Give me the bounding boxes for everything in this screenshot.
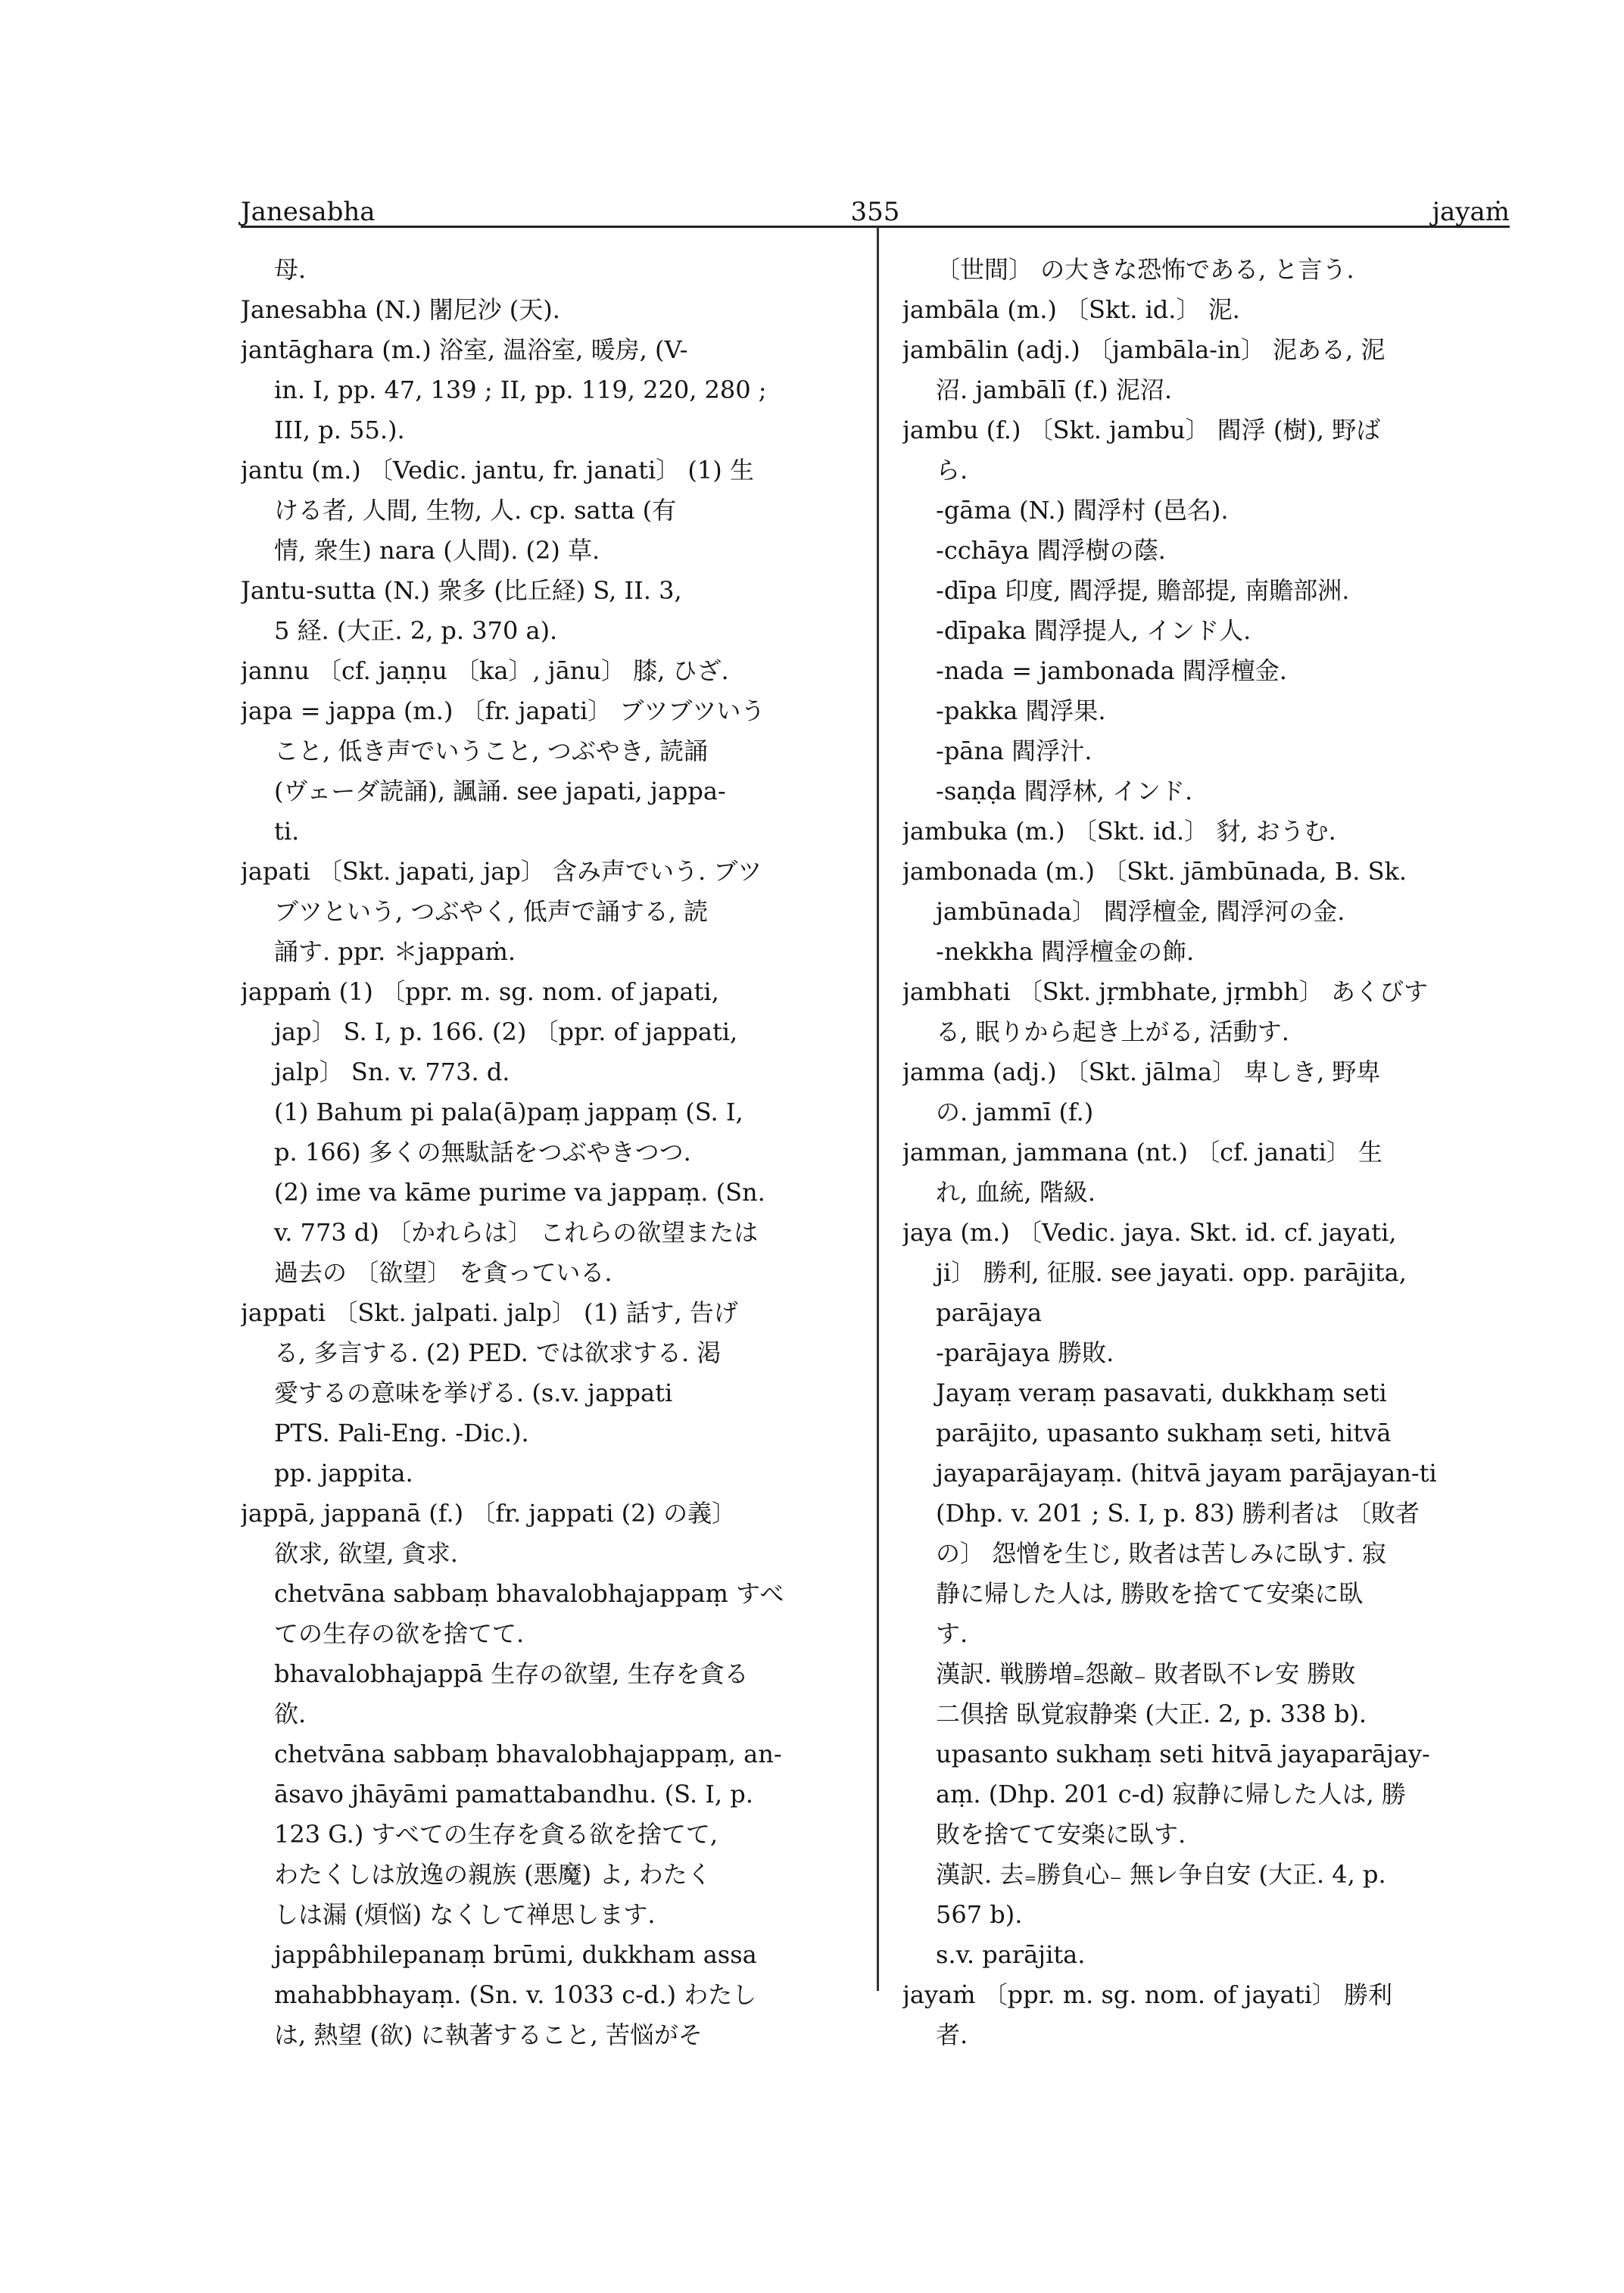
entry-line: る, 多言する. (2) PED. では欲求する. 渇 bbox=[274, 1338, 722, 1367]
entry-line: jamman, jammana (nt.) 〔cf. janati〕 生 bbox=[902, 1138, 1383, 1167]
entry-line: -dīpa 印度, 閻浮提, 贍部提, 南贍部洲. bbox=[936, 576, 1350, 605]
entry-line: 愛するの意味を挙げる. (s.v. jappati bbox=[274, 1379, 673, 1407]
entry-line: japati 〔Skt. japati, jap〕 含み声でいう. ブツ bbox=[241, 857, 762, 886]
entry-line: v. 773 d) 〔かれらは〕 これらの欲望または bbox=[274, 1218, 759, 1247]
entry-line: -pāna 閻浮汁. bbox=[936, 737, 1093, 765]
entry-line: -pakka 閻浮果. bbox=[936, 696, 1106, 725]
entry-line: III, p. 55.). bbox=[274, 416, 405, 444]
entry-line: jambālin (adj.) 〔jambāla-in〕 泥ある, 泥 bbox=[902, 335, 1386, 364]
entry-line: aṃ. (Dhp. 201 c-d) 寂静に帰した人は, 勝 bbox=[936, 1780, 1406, 1809]
entry-line: 5 経. (大正. 2, p. 370 a). bbox=[274, 616, 558, 645]
entry-line: -saṇḍa 閻浮林, インド. bbox=[936, 777, 1193, 805]
page-number: 355 bbox=[850, 197, 900, 227]
entry-line: PTS. Pali-Eng. -Dic.). bbox=[274, 1419, 529, 1447]
entry-line: 過去の 〔欲望〕 を貪っている. bbox=[274, 1258, 613, 1287]
entry-line: jambūnada〕 閻浮檀金, 閻浮河の金. bbox=[936, 897, 1345, 926]
entry-line: jalp〕 Sn. v. 773. d. bbox=[274, 1058, 510, 1086]
entry-line: -parājaya 勝敗. bbox=[936, 1338, 1114, 1367]
entry-line: 沼. jambālī (f.) 泥沼. bbox=[936, 375, 1173, 404]
entry-line: ブツという, つぶやく, 低声で誦する, 読 bbox=[274, 897, 709, 926]
entry-line: jambuka (m.) 〔Skt. id.〕 豺, おうむ. bbox=[902, 817, 1336, 846]
entry-line: ての生存の欲を捨てて. bbox=[274, 1619, 525, 1648]
entry-line: āsavo jhāyāmi pamattabandhu. (S. I, p. bbox=[274, 1780, 753, 1809]
header-guide-word-left: Janesabha bbox=[241, 197, 376, 227]
entry-line: jamma (adj.) 〔Skt. jālma〕 卑しき, 野卑 bbox=[902, 1058, 1381, 1086]
entry-line: の. jammī (f.) bbox=[936, 1098, 1094, 1126]
entry-line: -nada = jambonada 閻浮檀金. bbox=[936, 656, 1287, 685]
entry-line: japa = jappa (m.) 〔fr. japati〕 ブツブツいう bbox=[241, 696, 765, 725]
page-header bbox=[241, 189, 1510, 227]
entry-line: mahabbhayaṃ. (Sn. v. 1033 c-d.) わたし bbox=[274, 1980, 757, 2009]
entry-line: は, 熱望 (欲) に執著すること, 苦悩がそ bbox=[274, 2020, 703, 2049]
entry-line: -cchāya 閻浮樹の蔭. bbox=[936, 536, 1166, 565]
entry-line: jambāla (m.) 〔Skt. id.〕 泥. bbox=[902, 295, 1240, 324]
entry-line: 欲求, 欲望, 貪求. bbox=[274, 1539, 458, 1568]
entry-line: 567 b). bbox=[936, 1900, 1023, 1929]
entry-line: Jantu-sutta (N.) 衆多 (比丘経) S, II. 3, bbox=[241, 576, 682, 605]
entry-line: jayaṁ 〔ppr. m. sg. nom. of jayati〕 勝利 bbox=[902, 1980, 1392, 2009]
entry-line: Jayaṃ veraṃ pasavati, dukkhaṃ seti bbox=[936, 1379, 1387, 1407]
entry-line: の〕 怨憎を生じ, 敗者は苦しみに臥す. 寂 bbox=[936, 1539, 1386, 1568]
entry-line: しは漏 (煩悩) なくして禅思します. bbox=[274, 1900, 656, 1929]
entry-line: 者. bbox=[936, 2020, 968, 2049]
left-column bbox=[241, 250, 856, 2055]
entry-line: jantu (m.) 〔Vedic. jantu, fr. janati〕 (1) 生 bbox=[241, 456, 754, 484]
entry-line: upasanto sukhaṃ seti hitvā jayaparājay- bbox=[936, 1740, 1430, 1768]
entry-line: jappā, jappanā (f.) 〔fr. jappati (2) の義〕 bbox=[241, 1499, 737, 1528]
entry-line: こと, 低き声でいうこと, つぶやき, 読誦 bbox=[274, 737, 709, 765]
entry-line: jantāghara (m.) 浴室, 温浴室, 暖房, (V- bbox=[241, 335, 688, 364]
entry-line: ら. bbox=[936, 456, 968, 484]
entry-line: 漢訳. 戦勝増₌怨敵₋ 敗者臥不レ安 勝敗 bbox=[936, 1659, 1356, 1688]
entry-line: 123 G.) すべての生存を貪る欲を捨てて, bbox=[274, 1820, 718, 1849]
entry-line: -gāma (N.) 閻浮村 (邑名). bbox=[936, 496, 1229, 525]
entry-line: ji〕 勝利, 征服. see jayati. opp. parājita, bbox=[936, 1258, 1407, 1287]
entry-line: pp. jappita. bbox=[274, 1459, 413, 1488]
entry-line: ける者, 人間, 生物, 人. cp. satta (有 bbox=[274, 496, 677, 525]
entry-line: chetvāna sabbaṃ bhavalobhajappaṃ すべ bbox=[274, 1579, 784, 1608]
entry-line: jappaṁ (1) 〔ppr. m. sg. nom. of japati, bbox=[241, 977, 719, 1006]
entry-line: す. bbox=[936, 1619, 968, 1648]
entry-line: parājaya bbox=[936, 1298, 1043, 1327]
entry-line: in. I, pp. 47, 139 ; II, pp. 119, 220, 280 ; bbox=[274, 375, 767, 404]
entry-line: ti. bbox=[274, 817, 300, 846]
entry-line: (1) Bahum pi pala(ā)paṃ jappaṃ (S. I, bbox=[274, 1098, 743, 1126]
entry-line: 〔世間〕 の大きな恐怖である, と言う. bbox=[936, 255, 1354, 284]
entry-line: Janesabha (N.) 闍尼沙 (天). bbox=[241, 295, 560, 324]
entry-line: jambonada (m.) 〔Skt. jāmbūnada, B. Sk. bbox=[902, 857, 1407, 886]
entry-line: 二倶捨 臥覚寂静楽 (大正. 2, p. 338 b). bbox=[936, 1699, 1367, 1728]
entry-line: jaya (m.) 〔Vedic. jaya. Skt. id. cf. jayati, bbox=[902, 1218, 1397, 1247]
entry-line: 欲. bbox=[274, 1699, 307, 1728]
entry-line: る, 眠りから起き上がる, 活動す. bbox=[936, 1017, 1289, 1046]
entry-line: わたくしは放逸の親族 (悪魔) よ, わたく bbox=[274, 1860, 712, 1889]
right-column bbox=[902, 250, 1508, 2055]
entry-line: 母. bbox=[274, 255, 307, 284]
entry-line: s.v. parājita. bbox=[936, 1940, 1086, 1969]
entry-line: parājito, upasanto sukhaṃ seti, hitvā bbox=[936, 1419, 1392, 1447]
header-rule bbox=[241, 226, 1510, 228]
entry-line: p. 166) 多くの無駄話をつぶやきつつ. bbox=[274, 1138, 691, 1167]
entry-line: 漢訳. 去₌勝負心₋ 無レ争自安 (大正. 4, p. bbox=[936, 1860, 1386, 1889]
column-divider bbox=[877, 227, 879, 1991]
entry-line: chetvāna sabbaṃ bhavalobhajappaṃ, an- bbox=[274, 1740, 782, 1768]
entry-line: (2) ime va kāme purime va jappaṃ. (Sn. bbox=[274, 1178, 765, 1207]
entry-line: 敗を捨てて安楽に臥す. bbox=[936, 1820, 1186, 1849]
entry-line: jap〕 S. I, p. 166. (2) 〔ppr. of jappati, bbox=[274, 1017, 738, 1046]
entry-line: jappati 〔Skt. jalpati. jalp〕 (1) 話す, 告げ bbox=[241, 1298, 738, 1327]
entry-line: -dīpaka 閻浮提人, インド人. bbox=[936, 616, 1252, 645]
header-guide-word-right: jayaṁ bbox=[1432, 197, 1510, 227]
entry-line: れ, 血統, 階級. bbox=[936, 1178, 1096, 1207]
entry-line: -nekkha 閻浮檀金の飾. bbox=[936, 937, 1195, 966]
entry-line: (Dhp. v. 201 ; S. I, p. 83) 勝利者は 〔敗者 bbox=[936, 1499, 1420, 1528]
entry-line: jayaparājayaṃ. (hitvā jayam parājayan-ti bbox=[936, 1459, 1437, 1488]
entry-line: jambhati 〔Skt. jṛmbhate, jṛmbh〕 あくびす bbox=[902, 977, 1429, 1006]
entry-line: jambu (f.) 〔Skt. jambu〕 閻浮 (樹), 野ば bbox=[902, 416, 1381, 444]
entry-line: 情, 衆生) nara (人間). (2) 草. bbox=[274, 536, 600, 565]
entry-line: (ヴェーダ読誦), 諷誦. see japati, jappa- bbox=[274, 777, 726, 805]
entry-line: bhavalobhajappā 生存の欲望, 生存を貪る bbox=[274, 1659, 749, 1688]
entry-line: 静に帰した人は, 勝敗を捨てて安楽に臥 bbox=[936, 1579, 1364, 1608]
entry-line: 誦す. ppr. ＊jappaṁ. bbox=[274, 937, 516, 966]
entry-line: jappâbhilepanaṃ brūmi, dukkham assa bbox=[274, 1940, 757, 1969]
entry-line: jannu 〔cf. jaṇṇu 〔ka〕, jānu〕 膝, ひざ. bbox=[241, 656, 729, 685]
